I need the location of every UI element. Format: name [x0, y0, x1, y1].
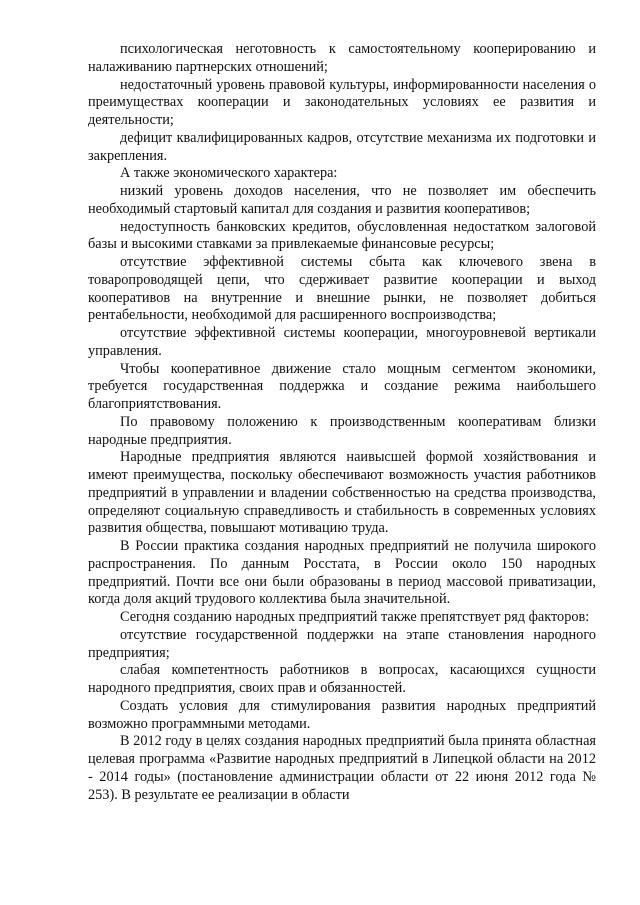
- paragraph: дефицит квалифицированных кадров, отсутствие механизма их подготовки и закрепления.: [88, 129, 596, 164]
- paragraph: Сегодня созданию народных предприятий также препятствует ряд факторов:: [120, 609, 590, 625]
- paragraph: А также экономического характера:: [120, 165, 338, 182]
- paragraph: Создать условия для стимулирования развития народных предприятий возможно программными методами.: [88, 697, 596, 732]
- paragraph: низкий уровень доходов населения, что не позволяет им обеспечить необходимый стартовый капитал для создания и развития кооперативов;: [88, 183, 596, 217]
- paragraph: Чтобы кооперативное движение стало мощным сегментом экономики, требуется государственная поддержка и создание режима наибольшего благоприятствования.: [88, 360, 596, 412]
- paragraph: недоступность банковских кредитов, обусловленная недостатком залоговой базы и высокими ставками за привлекаемые финансовые ресурсы;: [88, 218, 596, 253]
- paragraph: психологическая неготовность к самостоятельному кооперированию и налаживанию партнерских отношений;: [88, 41, 596, 75]
- paragraph: отсутствие государственной поддержки на этапе становления народного предприятия;: [88, 626, 596, 661]
- paragraph: Народные предприятия являются наивысшей формой хозяйствования и имеют преимущества, поскольку обеспечивают возможность участия работников предприятий в управлении и владении собственностью на средства производства, определяют социальную справедливость и стабильность в современных условиях развития общества, повышают мотивацию труда.: [88, 449, 596, 537]
- paragraph: В России практика создания народных предприятий не получила широкого распространения. По данным Росстата, в России около 150 народных предприятий. Почти все они были образованы в период массовой приватизации, когда доля акций трудового коллектива была значительной.: [88, 538, 596, 608]
- paragraph: отсутствие эффективной системы сбыта как ключевого звена в товаропроводящей цепи, что сдерживает развитие кооперации и выход кооперативов на внутренние и внешние рынки, не позволяет добиться рентабельности, необходимой для расширенного воспроизводства;: [88, 254, 596, 324]
- paragraph: недостаточный уровень правовой культуры, информированности населения о преимуществах кооперации и законодательных условиях ее развития и деятельности;: [88, 76, 596, 128]
- paragraph: слабая компетентность работников в вопросах, касающихся сущности народного предприятия, своих прав и обязанностей.: [88, 662, 596, 696]
- paragraph: В 2012 году в целях создания народных предприятий была принята областная целевая программа «Развитие народных предприятий в Липецкой области на 2012 - 2014 годы» (постановление администрации области от 22 июня 2012 года № 253). В результате ее реализации в области: [88, 733, 596, 803]
- paragraph: По правовому положению к производственным кооперативам близки народные предприятия.: [88, 413, 596, 448]
- paragraph: отсутствие эффективной системы кооперации, многоуровневой вертикали управления.: [88, 325, 596, 359]
- document-body: [88, 41, 596, 804]
